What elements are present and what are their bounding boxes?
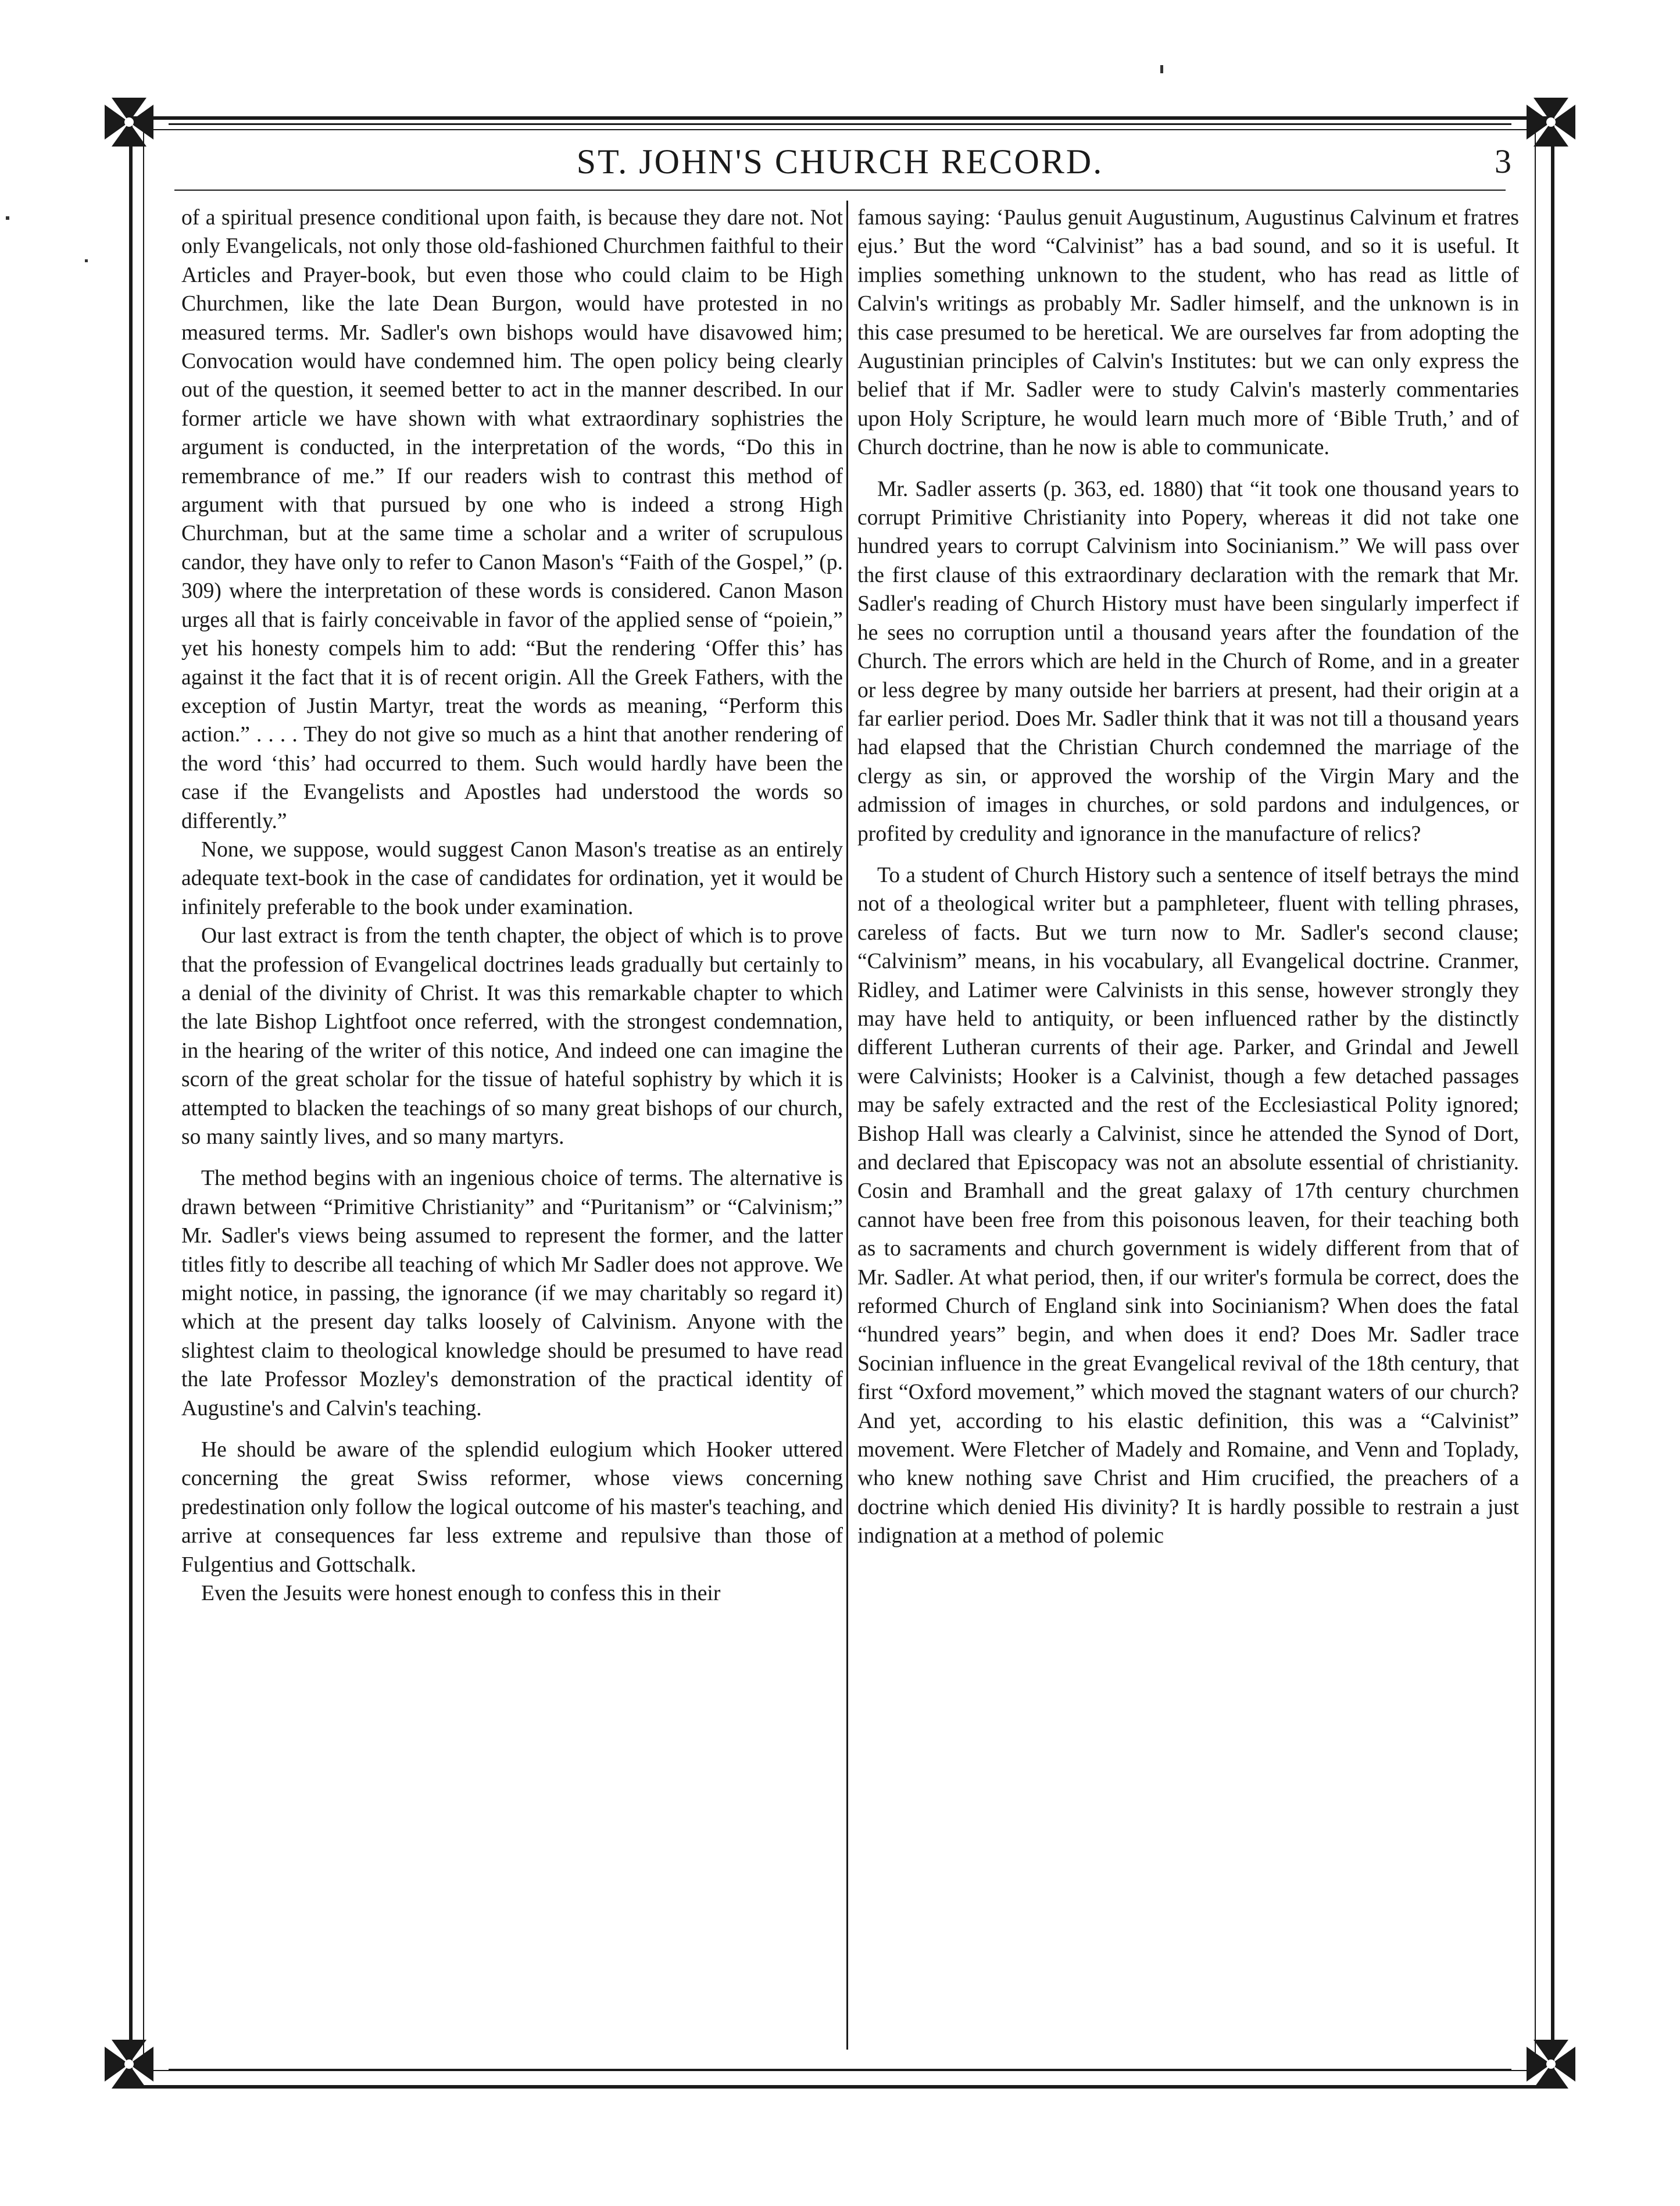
page-title: ST. JOHN'S CHURCH RECORD. [576,142,1104,181]
bottom-rule [169,2069,1511,2071]
header-rule [174,190,1506,191]
page-number: 3 [1495,142,1511,180]
print-speck [85,259,88,262]
left-column [181,204,843,2047]
print-speck [6,216,9,220]
paragraph: famous saying: ‘Paulus genuit Augustinum, Augustinus Calvinum et fratres ejus.’ But the word “Calvinist” has a bad sound, and so it is useful. It implies something unknown to the student, who has read as little of Calvin's writings as probably Mr. Sadler himself, and the unknown is in this case presumed to be heretical. We are ourselves far from adopting the Augustinian principles of Calvin's Institutes: but we can only express the belief that if Mr. Sadler were to study Calvin's masterly commentaries upon Holy Scripture, he would learn much more of ‘Bible Truth,’ and of Church doctrine, than he now is able to communicate. [857,206,1519,460]
right-column [857,204,1519,2047]
column-divider [846,201,848,2050]
paragraph: None, we suppose, would suggest Canon Mason's treatise as an entirely adequate text-book in the case of candidates for ordination, yet it would be infinitely preferable to the book under examination. [181,837,843,919]
cross-ornament-icon [1522,2035,1580,2093]
top-rule [169,123,1511,125]
cross-ornament-icon [100,93,158,151]
paragraph: Even the Jesuits were honest enough to confess this in their [201,1582,721,1606]
paragraph: He should be aware of the splendid eulogium which Hooker uttered concerning the great Swiss reformer, whose views concerning predestination only follow the logical outcome of his master's teaching, and arrive at consequences far less extreme and repulsive than those of Fulgentius and Gottschalk. [181,1438,843,1577]
paragraph: Our last extract is from the tenth chapter, the object of which is to prove that the profession of Evangelical doctrines leads gradually but certainly to a denial of the divinity of Christ. It was this remarkable chapter to which the late Bishop Lightfoot once referred, with the strongest condemnation, in the hearing of the writer of this notice, And indeed one can imagine the scorn of the great scholar for the tissue of hateful sophistry by which it is attempted to blacken the teachings of so many great bishops of our church, so many saintly lives, and so many martyrs. [181,924,843,1149]
page-header [169,134,1511,190]
paragraph: To a student of Church History such a sentence of itself betrays the mind not of a theological writer but a pamphleteer, fluent with telling phrases, careless of facts. But we turn now to Mr. Sadler's second clause; “Calvinism” means, in his vocabulary, all Evangelical doctrine. Cranmer, Ridley, and Latimer were Calvinists in this sense, however strongly they may have held to antiquity, or been influenced rather by the distinctly different Lutheran currents of their age. Parker, and Grindal and Jewell were Calvinists; Hooker is a Calvinist, though a few detached passages may be safely extracted and the rest of the Ecclesiastical Polity ignored; Bishop Hall was clearly a Calvinist, since he attended the Synod of Dort, and declared that Episcopacy was not an absolute essential of christianity. Cosin and Bramhall and the great galaxy of 17th century churchmen cannot have been free from this poisonous leaven, for their teaching both as to sacraments and church government is widely different from that of Mr. Sadler. At what period, then, if our writer's formula be correct, does the reformed Church of England sink into Socinianism? When does the fatal “hundred years” begin, and when does it end? Does Mr. Sadler trace Socinian influence in the great Evangelical revival of the 18th century, that first “Oxford movement,” which moved the stagnant waters of our church? And yet, according to his elastic definition, this was a “Calvinist” movement. Were Fletcher of Madely and Romaine, and Venn and Toplady, who knew nothing save Christ and Him crucified, the preachers of a doctrine which denied His divinity? It is hardly possible to restrain a just indignation at a method of polemic [857,863,1519,1548]
paragraph: of a spiritual presence conditional upon faith, is because they dare not. Not only Evangelicals, not only those old-fashioned Churchmen faithful to their Articles and Prayer-book, but even those who could claim to be High Churchmen, like the late Dean Burgon, would have protested in no measured terms. Mr. Sadler's own bishops would have disavowed him; Convocation would have condemned him. The open policy being clearly out of the question, it seemed better to act in the manner described. In our former article we have shown with what extraordinary sophistries the argument is conducted, in the interpretation of the words, “Do this in remembrance of me.” If our readers wish to contrast this method of argument with that pursued by one who is indeed a strong High Churchman, but at the same time a scholar and a writer of scrupulous candor, they have only to refer to Canon Mason's “Faith of the Gospel,” (p. 309) where the interpretation of these words is considered. Canon Mason urges all that is fairly conceivable in favor of the applied sense of “poiein,” yet his honesty compels him to add: “But the rendering ‘Offer this’ has against it the fact that it is of recent origin. All the Greek Fathers, with the exception of Justin Martyr, treat the words as meaning, “Perform this action.” . . . . They do not give so much as a hint that another rendering of the word ‘this’ had occurred to them. Such would hardly have been the case if the Evangelists and Apostles had understood the words so differently.” [181,206,843,833]
cross-ornament-icon [1522,93,1580,151]
cross-ornament-icon [100,2035,158,2093]
paragraph: Mr. Sadler asserts (p. 363, ed. 1880) that “it took one thousand years to corrupt Primitive Christianity into Popery, whereas it did not take one hundred years to corrupt Calvinism into Socinianism.” We will pass over the first clause of this extraordinary declaration with the remark that Mr. Sadler's reading of Church History must have been singularly imperfect if he sees no corruption until a thousand years after the foundation of the Church. The errors which are held in the Church of Rome, and in a greater or less degree by many outside her barriers at present, had their origin at a far earlier period. Does Mr. Sadler think that it was not till a thousand years had elapsed that the Christian Church condemned the marriage of the clergy as sin, or approved the worship of the Virgin Mary and the admission of images in churches, or sold pardons and indulgences, or profited by credulity and ignorance in the manufacture of relics? [857,477,1519,846]
print-speck [1160,65,1163,73]
paragraph: The method begins with an ingenious choice of terms. The alternative is drawn between “Primitive Christianity” and “Puritanism” or “Calvinism;” Mr. Sadler's views being assumed to represent the former, and the latter titles fitly to describe all teaching of which Mr Sadler does not approve. We might notice, in passing, the ignorance (if we may charitably so regard it) which at the present day talks loosely of Calvinism. Anyone with the slightest claim to theological knowledge should be presumed to have read the late Professor Mozley's demonstration of the practical identity of Augustine's and Calvin's teaching. [181,1166,843,1420]
